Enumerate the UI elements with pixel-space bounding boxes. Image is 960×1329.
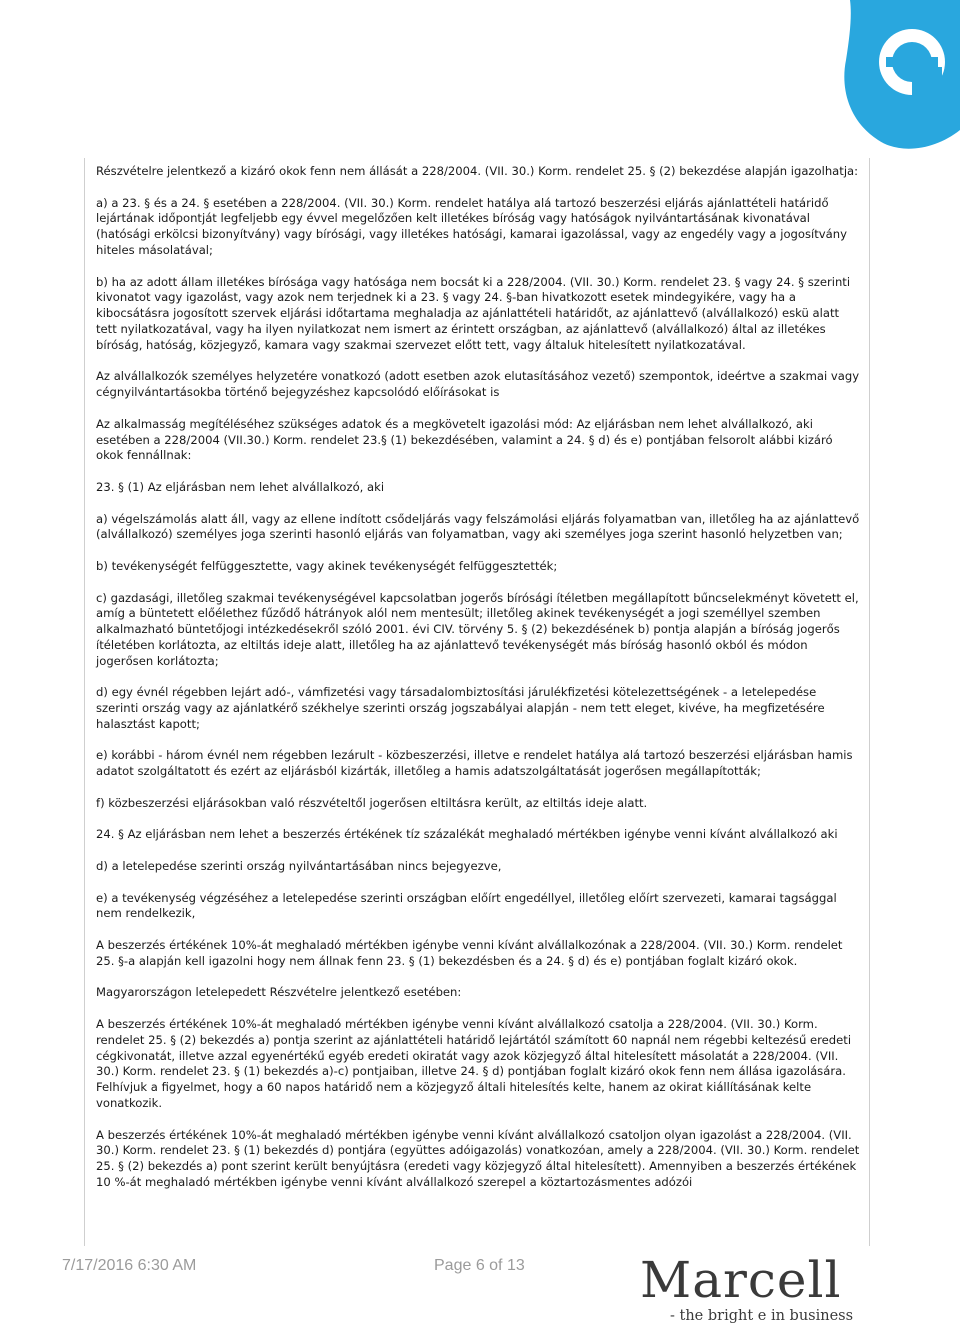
footer-date: 7/17/2016 6:30 AM: [62, 1257, 197, 1274]
brand-name: Marcell: [640, 1251, 842, 1309]
paragraph: a) a 23. § és a 24. § esetében a 228/2004. (VII. 30.) Korm. rendelet hatálya alá tartozó beszerzési eljárás ajánlattételi határidő lejártának időpontját legfeljebb egy évvel megelőzően kelt illetékes bíróság vagy hatóságok nyilvántartásának kivonatával (hatósági erkölcsi bizonyítvány) vagy bírósági, vagy illetékes hatósági, kamarai igazolással, vagy az engedély vagy a jogosítvány hiteles másolatával;: [96, 195, 847, 257]
paragraph: A beszerzés értékének 10%-át meghaladó mértékben igénybe venni kívánt alvállalkozó csatoljon olyan igazolást a 228/2004. (VII. 30.) Korm. rendelet 23. § (1) bekezdés d) pontjára (együttes adóigazolás) vonatkozóan, amely a 228/2004. (VII. 30.) Korm. rendelet 25. § (2) bekezdés a) pont szerint került benyújtásra (eredeti vagy közjegyző által hitelesített). Amennyiben a beszerzés értékének 10 %-át meghaladó mértékben igénybe venni kívánt alvállalkozó szerepel a köztartozásmentes adózói: [96, 1127, 860, 1189]
paragraph: Az alkalmasság megítéléséhez szükséges adatok és a megkövetelt igazolási mód: Az eljárásban nem lehet alvállalkozó, aki esetében a 228/2004 (VII.30.) Korm. rendelet 23.§ (1) bekezdésében, valamint a 24. § d) és e) pontjában felsorolt alábbi kizáró okok fennállnak:: [96, 416, 833, 463]
paragraph: e) korábbi - három évnél nem régebben lezárult - közbeszerzési, illetve e rendelet hatálya alá tartozó beszerzési eljárásban hamis adatot szolgáltatott és ezért az eljárásból kizárták, illetőleg a hamis adatszolgáltatását jogerősen megállapították;: [96, 748, 853, 779]
paragraph: a) végelszámolás alatt áll, vagy az ellene indított csődeljárás vagy felszámolási eljárás folyamatban van, illetőleg ha az ajánlattevő (alvállalkozó) személyes joga szerinti hasonló eljárás van folyamatban, vagy aki személyes joga szerint hasonló helyzetben van;: [96, 511, 860, 542]
brand-logo: [640, 1251, 870, 1329]
paragraph: A beszerzés értékének 10%-át meghaladó mértékben igénybe venni kívánt alvállalkozónak a 228/2004. (VII. 30.) Korm. rendelet 25. §-a alapján kell igazolni hogy nem állnak fenn 23. § (1) bekezdésben és a 24. § d) és e) pontjában foglalt kizáró okok.: [96, 938, 843, 968]
paragraph: b) tevékenységét felfüggesztette, vagy akinek tevékenységét felfüggesztették;: [96, 558, 558, 573]
e-logo-icon: [810, 0, 960, 150]
brand-tagline: - the bright e in business: [670, 1308, 854, 1324]
paragraph: Magyarországon letelepedett Részvételre jelentkező esetében:: [96, 985, 462, 1000]
footer-page-number: Page 6 of 13: [434, 1257, 525, 1274]
paragraph: 23. § (1) Az eljárásban nem lehet alvállalkozó, aki: [96, 479, 385, 494]
paragraph: Részvételre jelentkező a kizáró okok fenn nem állását a 228/2004. (VII. 30.) Korm. rendelet 25. § (2) bekezdése alapján igazolhatja:: [96, 164, 859, 178]
paragraph: Az alvállalkozók személyes helyzetére vonatkozó (adott esetben azok elutasításához vezető) szempontok, ideértve a szakmai vagy cégnyilvántartásokba történő bejegyzéshez kapcsolódó előírásokat is: [96, 369, 860, 400]
paragraph: d) a letelepedése szerinti ország nyilvántartásában nincs bejegyezve,: [96, 859, 502, 874]
paragraph: A beszerzés értékének 10%-át meghaladó mértékben igénybe venni kívánt alvállalkozó csatolja a 228/2004. (VII. 30.) Korm. rendelet 25. § (2) bekezdés a) pontja szerint az ajánlattételi határidő lejártától számított 60 napnál nem régebbi keltezésű eredeti cégkivonatát, illetve azzal egyenértékű egyéb eredeti okiratát vagy azok közjegyző által hitelesített másolatát a 228/2004. (VII. 30.) Korm. rendelet 23. § (1) bekezdés a)-c) pontjaiban, illetve 24. § d) pontjában foglalt kizáró okok fenn nem állása igazolására. Felhívjuk a figyelmet, hogy a 60 napos határidő nem a közjegyző általi hitelesítés kelte, hanem az okirat kiállításának kelte vonatkozik.: [96, 1017, 852, 1111]
paragraph: 24. § Az eljárásban nem lehet a beszerzés értékének tíz százalékát meghaladó mértékben igénybe venni kívánt alvállalkozó aki: [96, 827, 838, 842]
paragraph: e) a tevékenység végzéséhez a letelepedése szerinti országban előírt engedéllyel, illetőleg előírt szervezeti, kamarai tagsággal nem rendelkezik,: [96, 890, 837, 921]
document-body: [96, 164, 860, 1207]
paragraph: d) egy évnél régebben lejárt adó-, vámfizetési vagy társadalombiztosítási járulékfizetési kötelezettségének - a letelepedése szerinti ország vagy az ajánlatkérő székhelye szerinti ország jogszabályai alapján - nem tett eleget, kivéve, ha megfizetésére halasztást kapott;: [96, 685, 825, 731]
paragraph: b) ha az adott állam illetékes bírósága vagy hatósága nem bocsát ki a 228/2004. (VII. 30.) Korm. rendelet 23. § vagy 24. § szerinti kivonatot vagy igazolást, vagy azok nem terjednek ki a 23. § vagy 24. §-ban hivatkozott esetek mindegyikére, vagy ha a kibocsátásra jogosított szervek eljárási időtartama meghaladja az ajánlattételi határidőt, az ajánlattevő (alvállalkozó) eskü alatt tett nyilatkozatával, vagy ha ilyen nyilatkozat nem ismert az érintett országban, az ajánlattevő (alvállalkozó) által az illetékes bíróság, hatóság, közjegyző, kamara vagy szakmai szervezet előtt tett, vagy általuk hitelesített nyilatkozatával.: [96, 274, 851, 352]
paragraph: f) közbeszerzési eljárásokban való részvételtől jogerősen eltiltásra került, az eltiltás ideje alatt.: [96, 795, 648, 810]
paragraph: c) gazdasági, illetőleg szakmai tevékenységével kapcsolatban jogerős bírósági ítéletben megállapított bűncselekményt követett el, amíg a büntetett előélethez fűződő hátrányok alól nem mentesült; illetőleg akinek tevékenységét a jogi személlyel szemben alkalmazható büntetőjogi intézkedésekről szóló 2001. évi CIV. törvény 5. § (2) bekezdésének b) pontja alapján a bíróság jogerős ítéletében korlátozta, az eltiltás ideje alatt, illetőleg ha az ajánlattevő tevékenységét más bíróság hasonló okból és módon jogerősen korlátozta;: [96, 590, 859, 668]
